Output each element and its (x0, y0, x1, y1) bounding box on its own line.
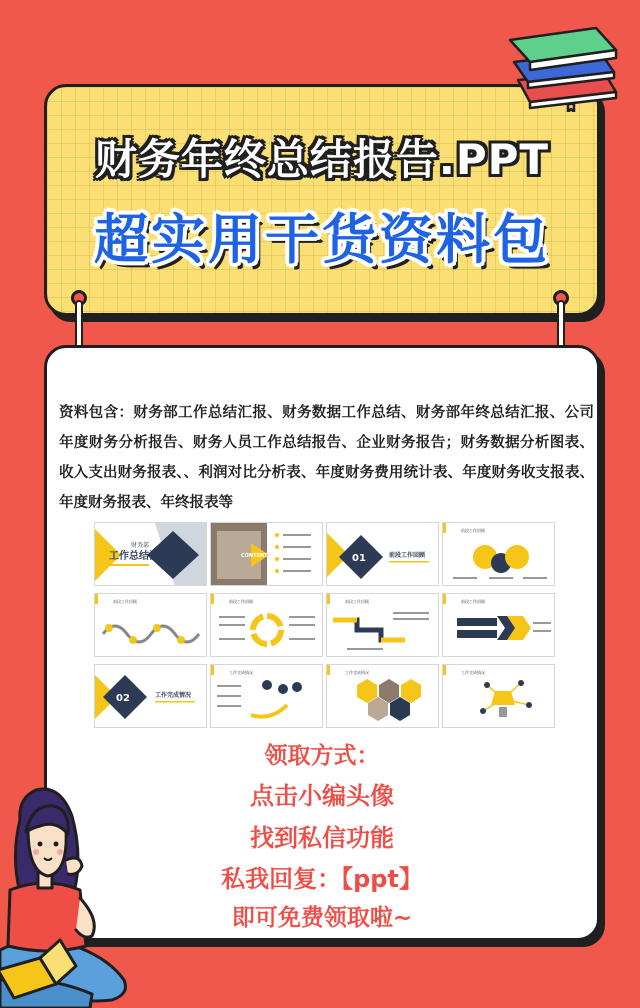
cta-line-3: 找到私信功能 (250, 824, 394, 852)
section2-number: 02 (116, 693, 130, 704)
section2-title: 工作完成情况 (155, 692, 192, 699)
slide-thumbnail-section-01 (326, 522, 439, 586)
girl-reading-illustration (0, 780, 150, 1008)
slide11-heading: 工作完成情况 (345, 670, 369, 675)
slide-thumbnail-wave (94, 593, 207, 657)
slide7-heading: 前段工作回顾 (345, 599, 369, 604)
cta-line-1: 领取方式： (264, 743, 380, 769)
section1-title: 前段工作回顾 (389, 552, 426, 559)
cta-line-5: 即可免费领取啦~ (231, 905, 413, 931)
cta-line-2: 点击小编头像 (250, 782, 394, 810)
title-main: 财务年终总结报告.PPT (94, 135, 550, 184)
title-sub: 超实用干货资料包 (94, 208, 550, 271)
slide-thumbnail-steps (326, 593, 439, 657)
header-card (44, 84, 600, 316)
slide-thumbnail-pins (210, 664, 323, 728)
description-text: 资料包含：财务部工作总结汇报、财务数据工作总结、财务部年终总结汇报、公司年度财务分析报告、财务人员工作总结报告、企业财务报告；财务数据分析图表、收入支出财务报表、、利润对比分析表、年度财务费用统计表、年度财务收支报表、年度财务报表、年终报表等 (59, 405, 594, 511)
books-illustration (504, 22, 624, 112)
section1-number: 01 (352, 553, 366, 564)
slides-preview-grid (94, 522, 554, 728)
slide-thumbnail-cover (94, 522, 207, 586)
slide-thumbnail-circles (442, 522, 555, 586)
slide-thumbnail-arrows (442, 593, 555, 657)
slide-thumbnail-hexagons (326, 664, 439, 728)
slide-thumbnail-network (442, 664, 555, 728)
slide12-heading: 工作完成情况 (461, 670, 485, 675)
cover-title-text: 工作总结汇报 (109, 551, 169, 562)
cover-sub-text: 财务部 (131, 542, 150, 549)
slide8-heading: 前段工作回顾 (461, 599, 485, 604)
slide6-heading: 前段工作回顾 (229, 599, 253, 604)
slide-thumbnail-ring-chart (210, 593, 323, 657)
slide4-heading: 前段工作回顾 (461, 528, 485, 533)
slide10-heading: 工作完成情况 (229, 670, 253, 675)
slide-thumbnail-contents (210, 522, 323, 586)
contents-label: CONTENTS (241, 553, 272, 559)
slide-thumbnail-section-02 (94, 664, 207, 728)
slide5-heading: 前段工作回顾 (113, 599, 137, 604)
cta-line-4: 私我回复：【ppt】 (221, 865, 423, 893)
